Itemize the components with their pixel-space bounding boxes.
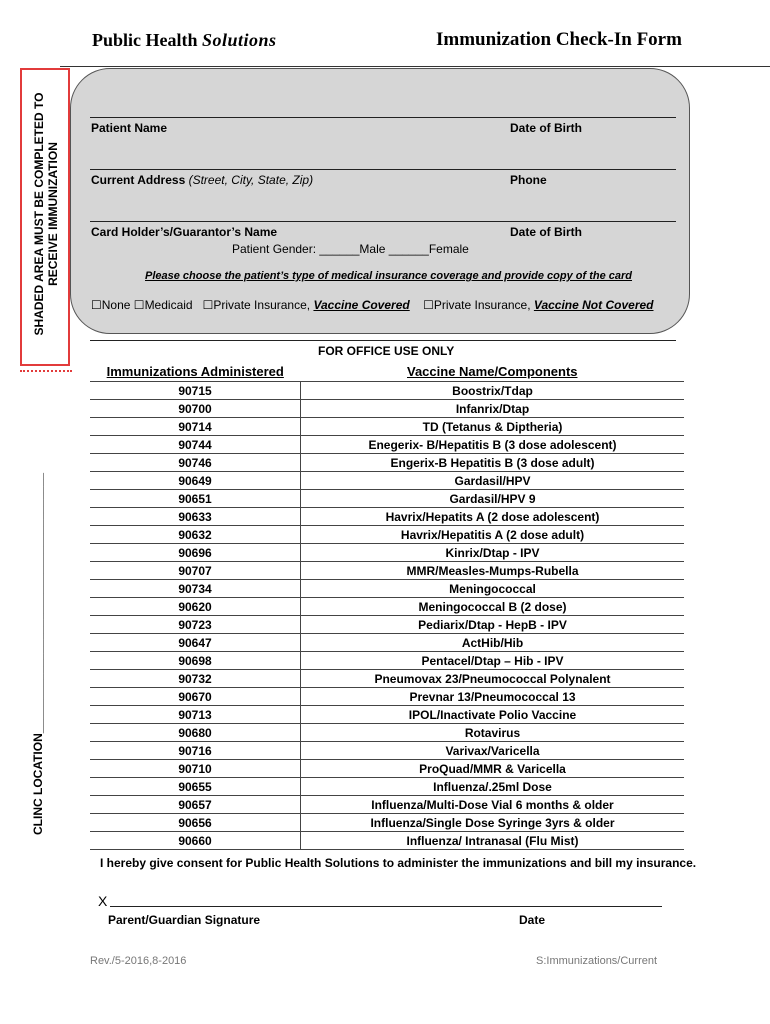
vaccine-name-cell: Pentacel/Dtap – Hib - IPV xyxy=(301,652,685,670)
table-row xyxy=(90,418,684,436)
private-covered-prefix: Private Insurance, xyxy=(213,298,314,312)
insurance-note: Please choose the patient’s type of medical insurance coverage and provide copy of the card xyxy=(145,270,633,282)
vaccine-name-cell: Influenza/.25ml Dose xyxy=(301,778,685,796)
table-row xyxy=(90,796,684,814)
office-use-heading: FOR OFFICE USE ONLY xyxy=(318,344,455,358)
address-label xyxy=(91,173,313,187)
vaccine-name-cell: ActHib/Hib xyxy=(301,634,685,652)
signature-label: Parent/Guardian Signature xyxy=(108,913,261,927)
vaccine-name-cell: Influenza/ Intranasal (Flu Mist) xyxy=(301,832,685,850)
vaccine-name-cell: Pediarix/Dtap - HepB - IPV xyxy=(301,616,685,634)
cpt-code-cell[interactable]: 90746 xyxy=(90,454,301,472)
table-row xyxy=(90,436,684,454)
vaccine-name-cell: Prevnar 13/Pneumococcal 13 xyxy=(301,688,685,706)
signature-date-label: Date xyxy=(519,913,546,927)
table-row xyxy=(90,526,684,544)
cpt-code-cell[interactable]: 90713 xyxy=(90,706,301,724)
cpt-code-cell[interactable]: 90656 xyxy=(90,814,301,832)
patient-info-area xyxy=(70,68,690,334)
vaccine-name-cell: Havrix/Hepatits A (2 dose adolescent) xyxy=(301,508,685,526)
table-row xyxy=(90,724,684,742)
cpt-code-cell[interactable]: 90714 xyxy=(90,418,301,436)
vaccine-name-cell: Varivax/Varicella xyxy=(301,742,685,760)
table-row xyxy=(90,454,684,472)
table-row xyxy=(90,616,684,634)
checkbox-medicaid[interactable]: ☐Medicaid xyxy=(133,298,193,312)
vaccine-name-cell: Havrix/Hepatitis A (2 dose adult) xyxy=(301,526,685,544)
vaccine-name-cell: ProQuad/MMR & Varicella xyxy=(301,760,685,778)
brand-main: Public Health xyxy=(92,30,198,50)
table-row xyxy=(90,598,684,616)
shaded-notice-line1: SHADED AREA MUST BE COMPLETED TO xyxy=(32,92,46,336)
cpt-code-cell[interactable]: 90700 xyxy=(90,400,301,418)
table-row xyxy=(90,634,684,652)
private-not-covered-emph: Vaccine Not Covered xyxy=(533,298,654,312)
brand-script: Solutions xyxy=(202,30,277,50)
cpt-code-cell[interactable]: 90670 xyxy=(90,688,301,706)
patient-name-label: Patient Name xyxy=(91,121,168,135)
brand-logo xyxy=(92,30,277,51)
cpt-code-cell[interactable]: 90655 xyxy=(90,778,301,796)
vaccine-name-cell: Influenza/Single Dose Syringe 3yrs & older xyxy=(301,814,685,832)
vaccine-name-cell: Meningococcal xyxy=(301,580,685,598)
vaccine-name-cell: IPOL/Inactivate Polio Vaccine xyxy=(301,706,685,724)
vaccine-name-cell: TD (Tetanus & Diptheria) xyxy=(301,418,685,436)
cpt-code-cell[interactable]: 90633 xyxy=(90,508,301,526)
guarantor-dob-label: Date of Birth xyxy=(510,225,582,239)
table-row xyxy=(90,688,684,706)
revision-note: Rev./5-2016,8-2016 xyxy=(90,955,187,967)
gender-field[interactable]: Patient Gender: ______Male ______Female xyxy=(232,242,469,256)
table-row xyxy=(90,382,684,400)
address-label-text: Current Address xyxy=(91,173,186,187)
phone-label: Phone xyxy=(510,173,547,187)
consent-statement: I hereby give consent for Public Health Solutions to administer the immunizations and bill my insurance. xyxy=(100,856,697,870)
patient-name-line[interactable] xyxy=(90,117,676,118)
vaccine-name-cell: MMR/Measles-Mumps-Rubella xyxy=(301,562,685,580)
private-covered-emph: Vaccine Covered xyxy=(313,298,410,312)
vaccine-name-cell: Enegerix- B/Hepatitis B (3 dose adolescent) xyxy=(301,436,685,454)
table-row xyxy=(90,472,684,490)
col-immunizations-header xyxy=(90,361,301,382)
checkbox-private-not-covered[interactable]: ☐Private Insurance, Vaccine Not Covered xyxy=(423,298,654,312)
vaccine-name-cell: Influenza/Multi-Dose Vial 6 months & older xyxy=(301,796,685,814)
checkbox-medicaid-label: Medicaid xyxy=(144,298,193,312)
cpt-code-cell[interactable]: 90732 xyxy=(90,670,301,688)
table-row xyxy=(90,490,684,508)
file-path-note: S:Immunizations/Current xyxy=(536,955,658,967)
cpt-code-cell[interactable]: 90620 xyxy=(90,598,301,616)
signature-line[interactable] xyxy=(110,906,662,907)
cpt-code-cell[interactable]: 90657 xyxy=(90,796,301,814)
cpt-code-cell[interactable]: 90715 xyxy=(90,382,301,400)
cpt-code-cell[interactable]: 90660 xyxy=(90,832,301,850)
table-row xyxy=(90,778,684,796)
vaccine-name-cell: Infanrix/Dtap xyxy=(301,400,685,418)
vaccine-name-cell: Rotavirus xyxy=(301,724,685,742)
shaded-notice-line2: RECEIVE IMMUNIZATION xyxy=(46,142,60,286)
cpt-code-cell[interactable]: 90707 xyxy=(90,562,301,580)
table-row xyxy=(90,652,684,670)
cpt-code-cell[interactable]: 90716 xyxy=(90,742,301,760)
checkbox-none-label: None xyxy=(101,298,131,312)
signature-x-mark: X xyxy=(98,893,108,909)
table-body xyxy=(90,382,684,850)
vaccine-name-cell: Meningococcal B (2 dose) xyxy=(301,598,685,616)
table-row xyxy=(90,706,684,724)
vaccine-name-cell: Kinrix/Dtap - IPV xyxy=(301,544,685,562)
vaccine-name-cell: Gardasil/HPV xyxy=(301,472,685,490)
cpt-code-cell[interactable]: 90696 xyxy=(90,544,301,562)
col-vaccine-header xyxy=(301,361,685,382)
table-row xyxy=(90,562,684,580)
table-row xyxy=(90,832,684,850)
private-not-covered-prefix: Private Insurance, xyxy=(433,298,534,312)
table-row xyxy=(90,400,684,418)
cpt-code-cell[interactable]: 90651 xyxy=(90,490,301,508)
shaded-notice-edge xyxy=(20,366,72,372)
cpt-code-cell[interactable]: 90698 xyxy=(90,652,301,670)
table-row xyxy=(90,580,684,598)
cpt-code-cell[interactable]: 90649 xyxy=(90,472,301,490)
vaccine-name-cell: Pneumovax 23/Pneumococcal Polynalent xyxy=(301,670,685,688)
table-row xyxy=(90,814,684,832)
cpt-code-cell[interactable]: 90710 xyxy=(90,760,301,778)
dob-label: Date of Birth xyxy=(510,121,582,135)
header-divider xyxy=(60,66,770,67)
address-hint: (Street, City, State, Zip) xyxy=(188,173,314,187)
cpt-code-cell[interactable]: 90680 xyxy=(90,724,301,742)
table-header-row xyxy=(90,361,684,382)
checkbox-private-covered[interactable]: ☐Private Insurance, Vaccine Covered xyxy=(202,298,410,312)
col-vaccine-label: Vaccine Name/Components xyxy=(407,363,578,379)
table-row xyxy=(90,508,684,526)
cpt-code-cell[interactable]: 90744 xyxy=(90,436,301,454)
table-row xyxy=(90,670,684,688)
col-immunizations-label: Immunizations Administered xyxy=(106,363,284,379)
shaded-bottom-rule xyxy=(90,340,676,341)
vaccine-name-cell: Boostrix/Tdap xyxy=(301,382,685,400)
guarantor-label: Card Holder’s/Guarantor’s Name xyxy=(91,225,278,239)
form-title: Immunization Check-In Form xyxy=(436,29,682,50)
guarantor-line[interactable] xyxy=(90,221,676,222)
clinic-location-field[interactable]: CLINC LOCATION_______________________________________ xyxy=(31,472,45,835)
vaccine-name-cell: Gardasil/HPV 9 xyxy=(301,490,685,508)
immunization-table xyxy=(90,361,684,850)
cpt-code-cell[interactable]: 90734 xyxy=(90,580,301,598)
table-row xyxy=(90,544,684,562)
table-row xyxy=(90,760,684,778)
cpt-code-cell[interactable]: 90647 xyxy=(90,634,301,652)
cpt-code-cell[interactable]: 90632 xyxy=(90,526,301,544)
address-line[interactable] xyxy=(90,169,676,170)
insurance-options xyxy=(91,298,654,312)
vaccine-name-cell: Engerix-B Hepatitis B (3 dose adult) xyxy=(301,454,685,472)
cpt-code-cell[interactable]: 90723 xyxy=(90,616,301,634)
shaded-notice-text xyxy=(32,64,60,364)
checkbox-none[interactable]: ☐None xyxy=(91,298,131,312)
table-row xyxy=(90,742,684,760)
